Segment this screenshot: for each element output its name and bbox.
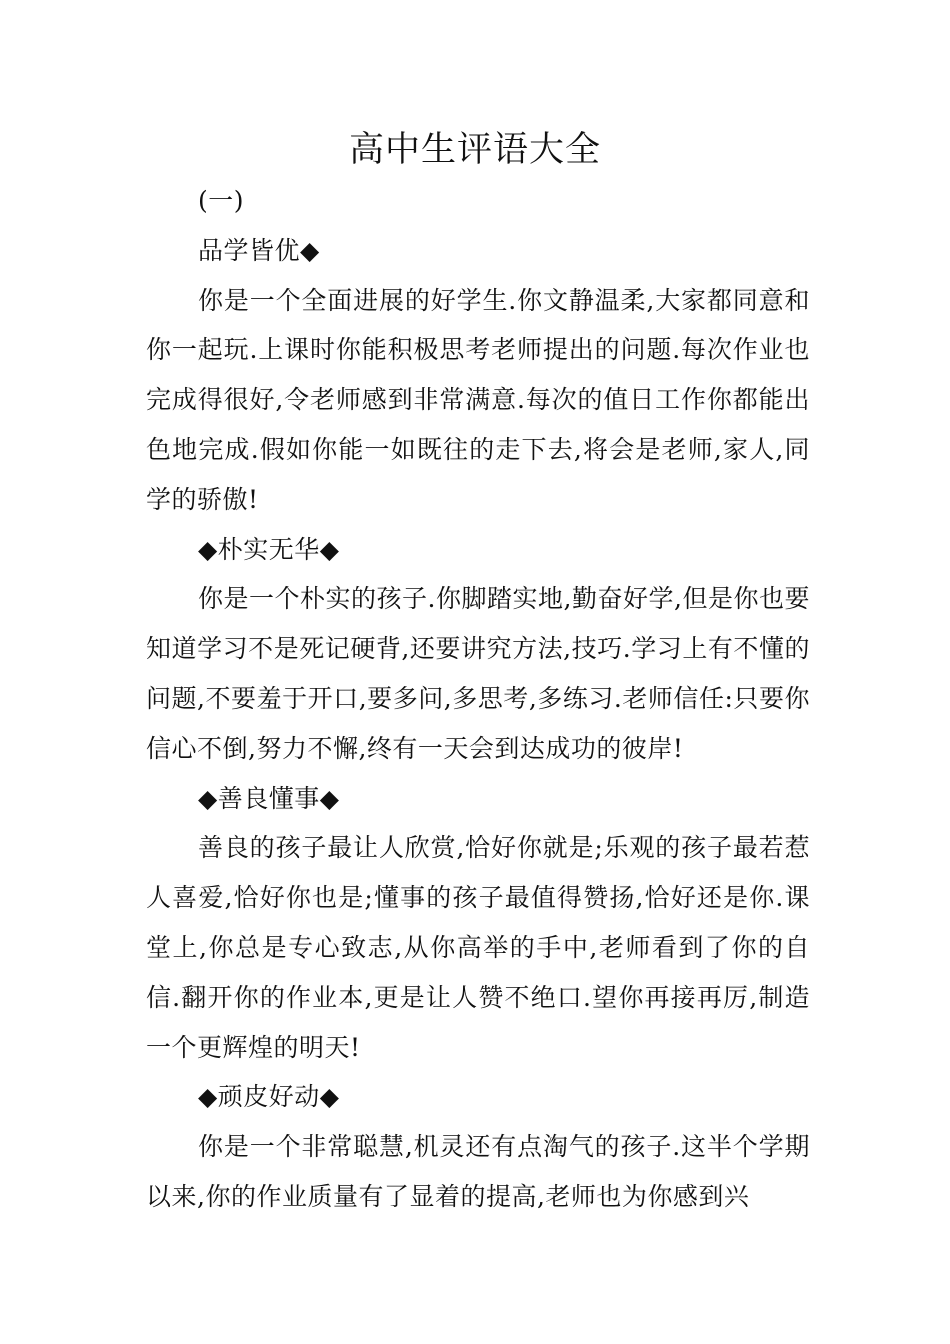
section-paragraph-1: 你是一个全面进展的好学生.你文静温柔,大家都同意和你一起玩.上课时你能积极思考老师提出的问题.每次作业也完成得很好,令老师感到非常满意.每次的值日工作你都能出色地完成.假如你能一如既往的走下去,将会是老师,家人,同学的骄傲! xyxy=(146,285,810,514)
section-heading-2: ◆朴实无华◆ xyxy=(198,534,340,564)
section-heading-3: ◆善良懂事◆ xyxy=(198,783,340,813)
section-paragraph-4: 你是一个非常聪慧,机灵还有点淘气的孩子.这半个学期以来,你的作业质量有了显着的提高,老师也为你感到兴 xyxy=(146,1132,810,1211)
section-paragraph-2: 你是一个朴实的孩子.你脚踏实地,勤奋好学,但是你也要知道学习不是死记硬背,还要讲究方法,技巧.学习上有不懂的问题,不要羞于开口,要多问,多思考,多练习.老师信任:只要你信心不倒,努力不懈,终有一天会到达成功的彼岸! xyxy=(146,584,810,763)
document-body xyxy=(146,176,810,1222)
section-heading-1: 品学皆优◆ xyxy=(198,235,320,265)
section-number: (一) xyxy=(198,186,245,215)
section-paragraph-3: 善良的孩子最让人欣赏,恰好你就是;乐观的孩子最若惹人喜爱,恰好你也是;懂事的孩子最值得赞扬,恰好还是你.课堂上,你总是专心致志,从你高举的手中,老师看到了你的自信.翻开你的作业本,更是让人赞不绝口.望你再接再厉,制造一个更辉煌的明天! xyxy=(146,833,810,1062)
document-title: 高中生评语大全 xyxy=(348,130,601,170)
section-heading-4: ◆顽皮好动◆ xyxy=(198,1082,340,1112)
